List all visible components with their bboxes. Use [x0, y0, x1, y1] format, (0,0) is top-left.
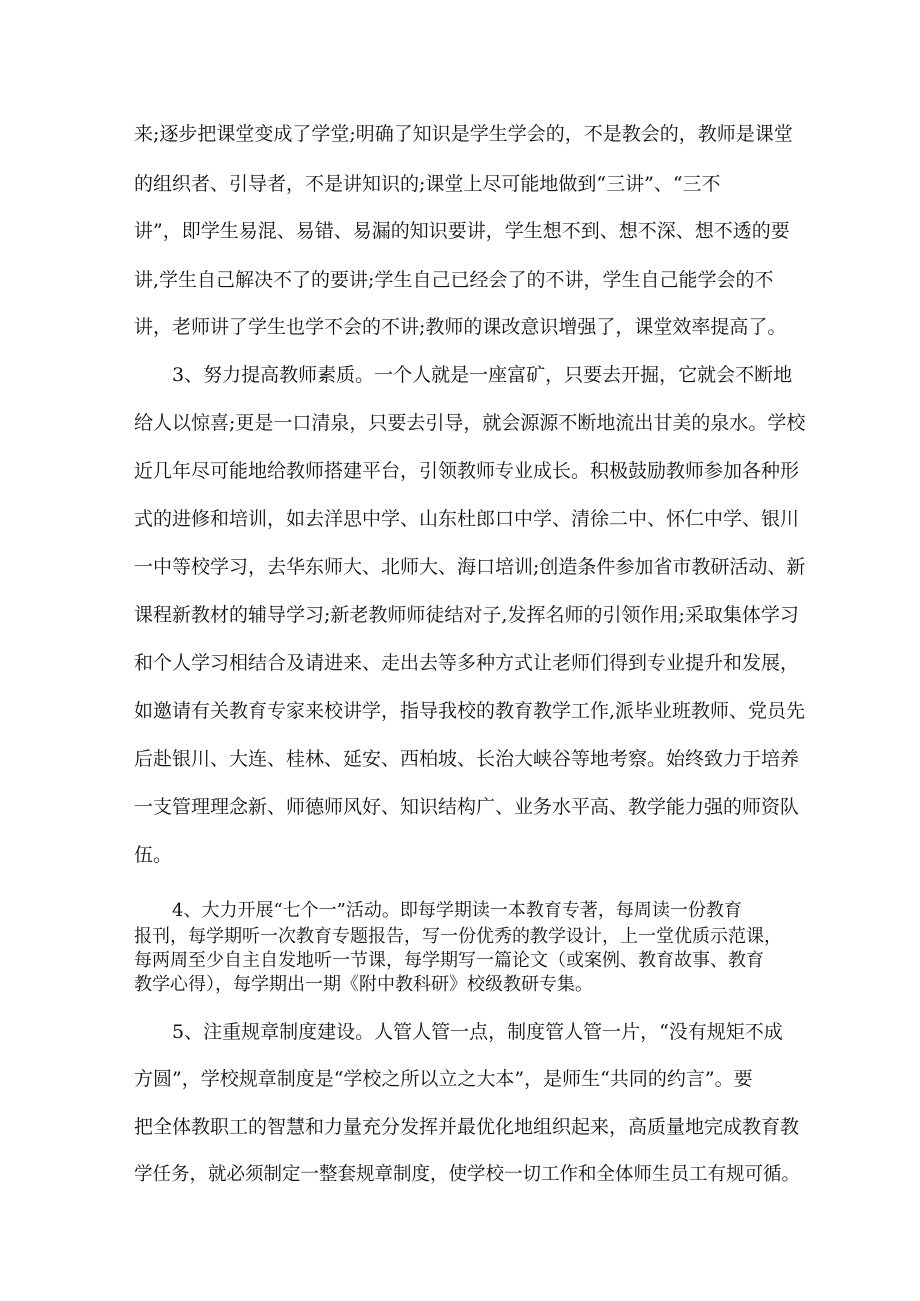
paragraph-line: 近几年尽可能地给教师搭建平台，引领教师专业成长。积极鼓励教师参加各种形 [134, 460, 800, 482]
paragraph-line: 后赴银川、大连、桂林、延安、西柏坡、长治大峡谷等地考察。始终致力于培养 [134, 748, 800, 770]
paragraph-line: 学任务，就必须制定一整套规章制度，使学校一切工作和全体师生员工有规可循。 [134, 1164, 801, 1185]
paragraph-line: 方圆”，学校规章制度是“学校之所以立之大本”，是师生“共同的约言”。要 [134, 1068, 753, 1090]
paragraph-line: 来;逐步把课堂变成了学堂;明确了知识是学生学会的，不是教会的，教师是课堂 [134, 123, 793, 145]
paragraph-line: 讲”，即学生易混、易错、易漏的知识要讲，学生想不到、想不深、想不透的要 [134, 220, 790, 242]
paragraph-line: 讲，老师讲了学生也学不会的不讲;教师的课改意识增强了，课堂效率提高了。 [134, 316, 787, 338]
paragraph-line: 给人以惊喜;更是一口清泉，只要去引导，就会源源不断地流出甘美的泉水。学校 [134, 412, 806, 434]
paragraph-line: 课程新教材的辅导学习;新老教师师徒结对子,发挥名师的引领作用;采取集体学习 [134, 604, 799, 626]
paragraph-line: 把全体教职工的智慧和力量充分发挥并最优化地组织起来，高质量地完成教育教 [134, 1116, 800, 1138]
paragraph-line: 一支管理理念新、师德师风好、知识结构广、业务水平高、教学能力强的师资队 [134, 796, 800, 818]
paragraph-line: 一中等校学习，去华东师大、北师大、海口培训;创造条件参加省市教研活动、新 [134, 556, 806, 578]
paragraph-line: 4、大力开展“七个一”活动。即每学期读一本教育专著，每周读一份教育 [172, 900, 742, 921]
paragraph-line: 3、努力提高教师素质。一个人就是一座富矿，只要去开掘，它就会不断地 [172, 364, 793, 386]
paragraph-line: 教学心得），每学期出一期《附中教科研》校级教研专集。 [134, 974, 593, 995]
paragraph-line: 伍。 [134, 844, 173, 866]
paragraph-line: 每两周至少自主自发地听一节课，每学期写一篇论文（或案例、教育故事、教育 [134, 950, 764, 971]
paragraph-line: 的组织者、引导者，不是讲知识的;课堂上尽可能地做到“三讲”、“三不 [134, 173, 721, 195]
paragraph-line: 5、注重规章制度建设。人管人管一点，制度管人管一片，“没有规矩不成 [172, 1021, 783, 1043]
paragraph-line: 报刊，每学期听一次教育专题报告，写一份优秀的教学设计，上一堂优质示范课， [134, 926, 782, 947]
paragraph-line: 和个人学习相结合及请进来、走出去等多种方式让老师们得到专业提升和发展， [134, 652, 800, 674]
paragraph-line: 讲,学生自己解决不了的要讲;学生自己已经会了的不讲，学生自己能学会的不 [134, 269, 774, 291]
paragraph-line: 如邀请有关教育专家来校讲学，指导我校的教育教学工作,派毕业班教师、党员先 [134, 700, 806, 722]
paragraph-line: 式的进修和培训，如去洋思中学、山东杜郎口中学、清徐二中、怀仁中学、银川 [134, 508, 800, 530]
